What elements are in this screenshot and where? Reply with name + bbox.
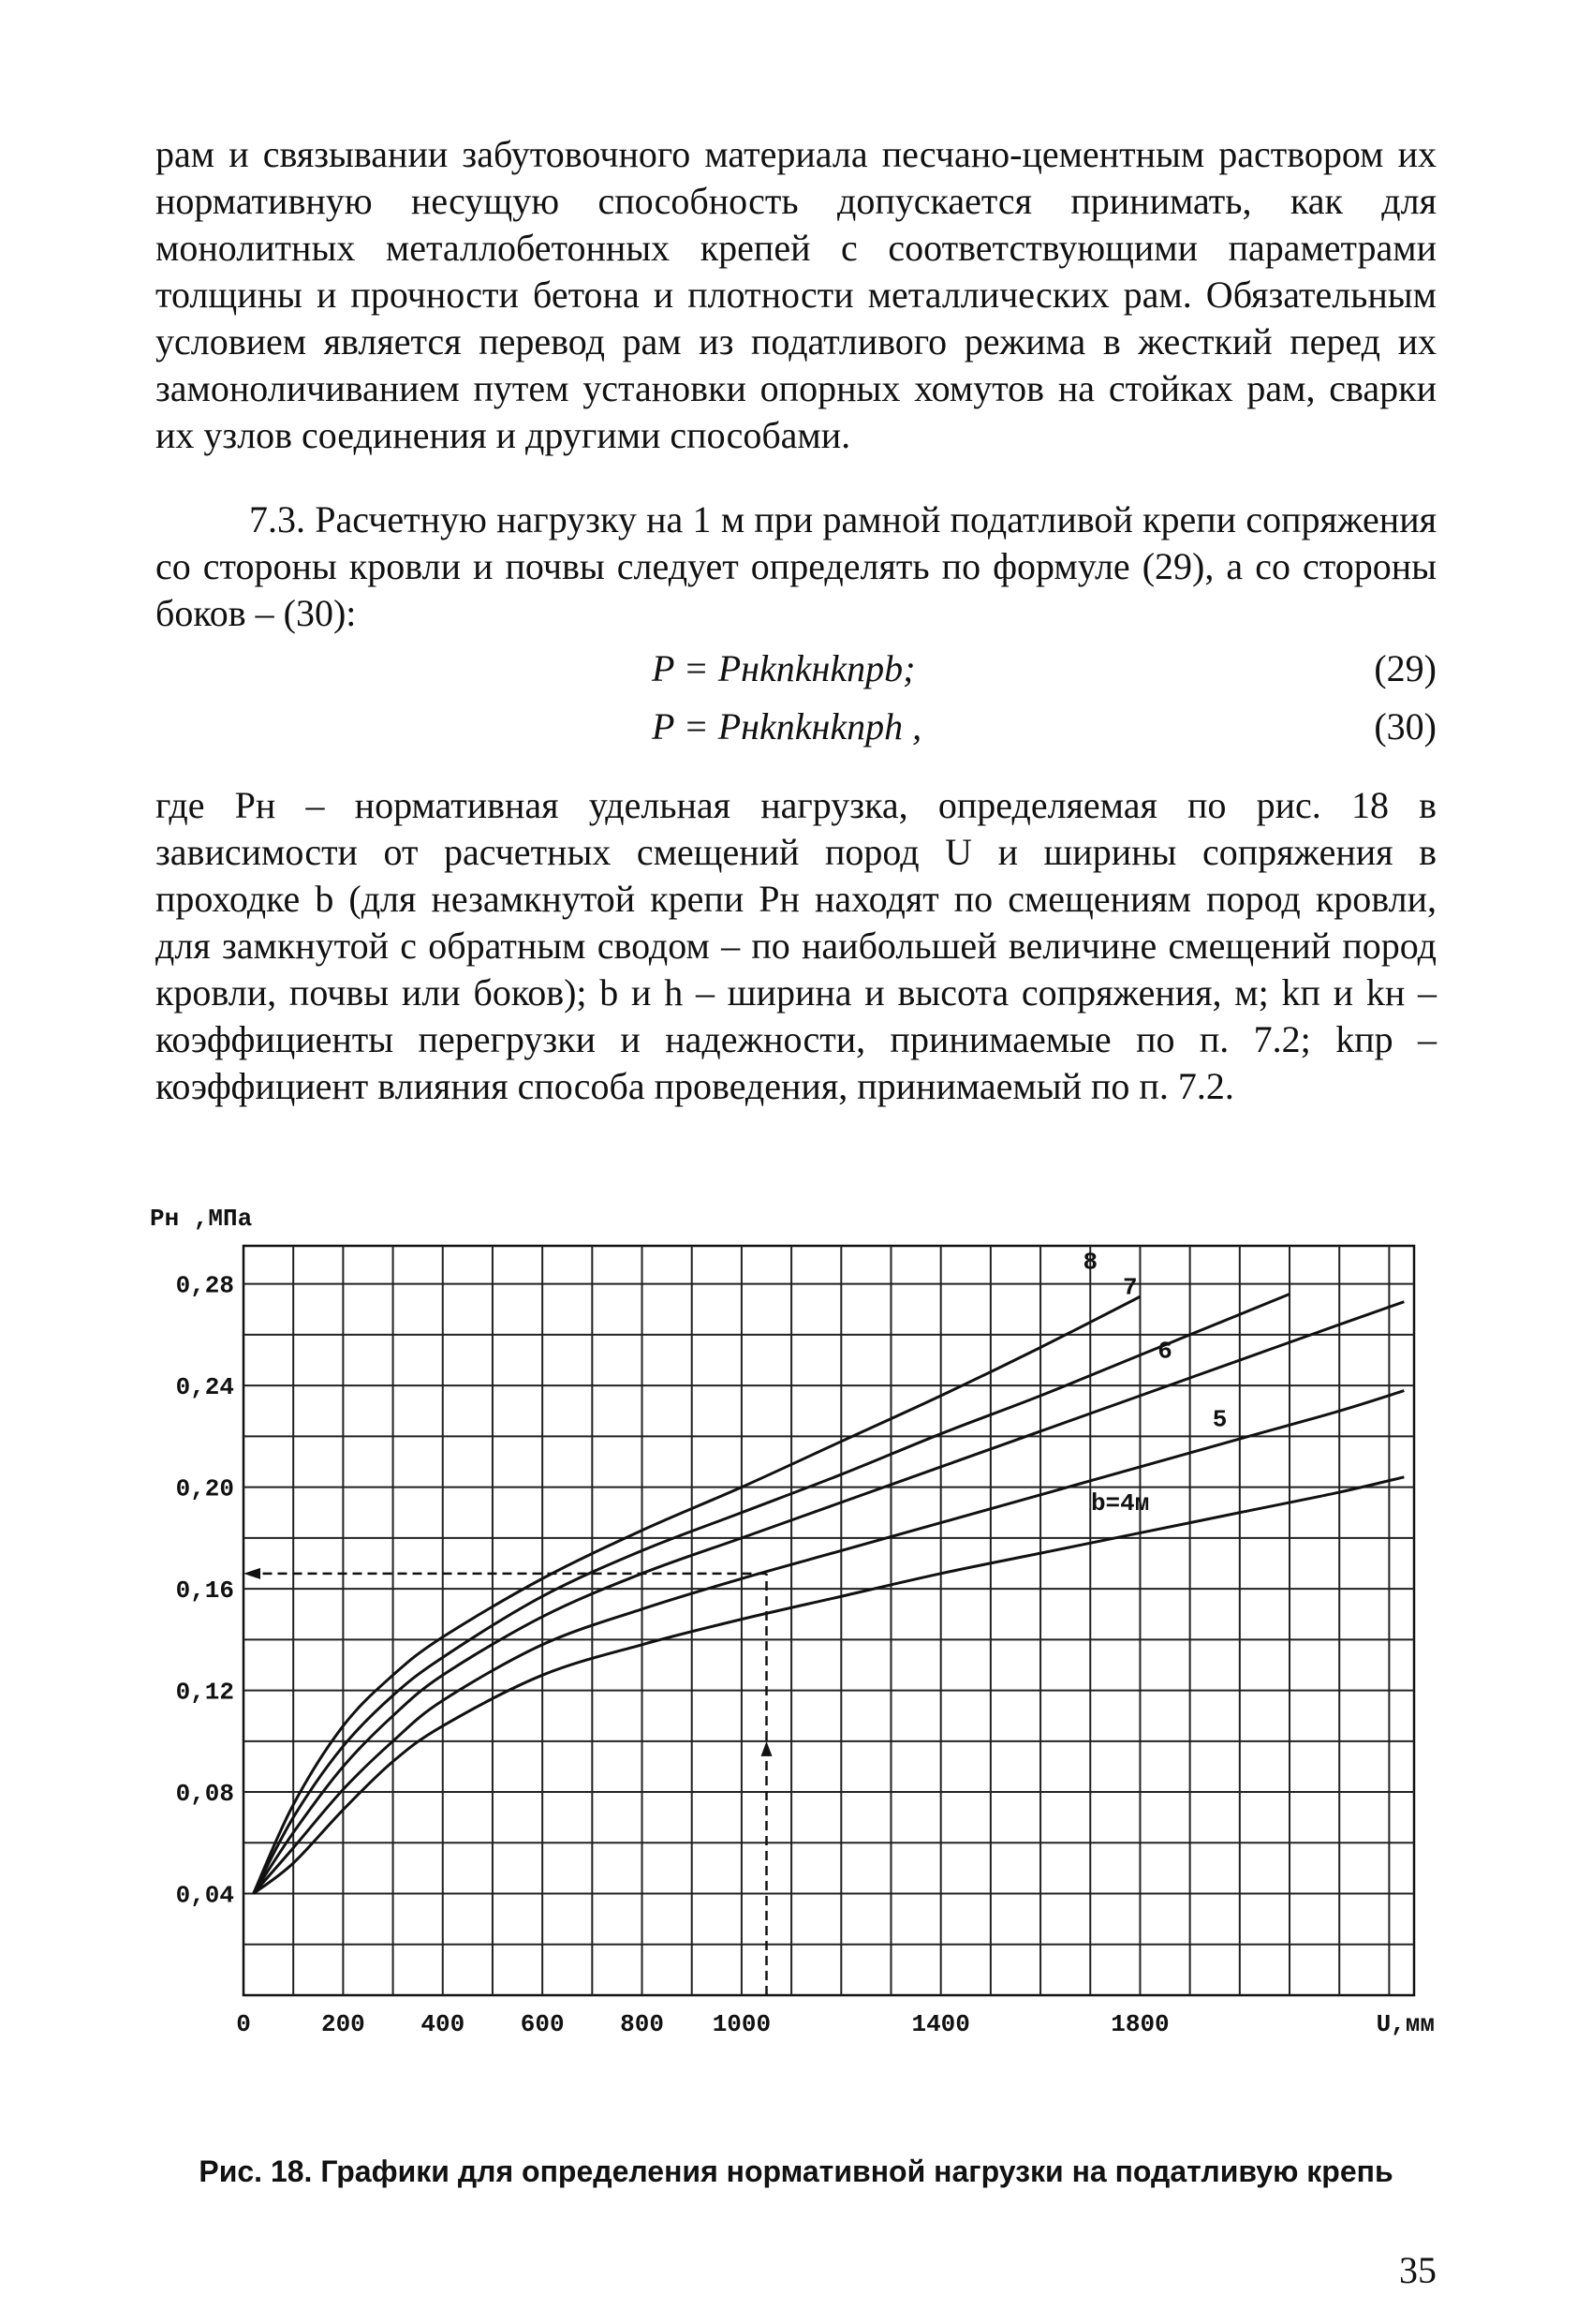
chart-ticks [176,1272,1170,2038]
series-label-7: 7 [1123,1273,1138,1302]
x-tick-label: 600 [520,2010,565,2038]
series-label-8: 8 [1083,1248,1098,1277]
series-line-7 [254,1295,1290,1894]
series-label-b=4м: b=4м [1090,1489,1150,1518]
y-tick-label: 0,24 [175,1373,234,1402]
load-chart [140,1199,1452,2136]
chart-series [254,1248,1405,1893]
x-tick-label: 400 [420,2010,465,2038]
formula-expression: P = Pнkпkнkпрh , [652,705,922,748]
series-line-6 [254,1302,1405,1894]
formula-29 [155,646,1437,693]
y-tick-label: 0,04 [175,1881,234,1910]
y-tick-label: 0,12 [175,1678,234,1707]
x-tick-label: 1000 [712,2010,772,2038]
formula-number: (29) [1374,647,1437,689]
series-label-5: 5 [1212,1405,1228,1434]
y-tick-label: 0,16 [175,1576,234,1606]
formula-30 [155,704,1437,751]
x-tick-label: 800 [620,2010,664,2038]
x-tick-label: 200 [320,2010,365,2038]
y-tick-label: 0,08 [175,1780,234,1809]
x-tick-label: 0 [236,2010,251,2038]
x-tick-label: 1800 [1111,2010,1170,2038]
y-axis-label: Pн ,МПа [150,1205,253,1233]
series-line-5 [254,1391,1405,1894]
x-tick-label: 1400 [911,2010,970,2038]
paragraph-7-3: 7.3. Расчетную нагрузку на 1 м при рамной податливой крепи сопряжения со стороны кровли и почвы следует определять по формуле (29), а со стороны боков – (30): [155,498,1437,634]
arrow-head-left [243,1568,260,1579]
y-tick-label: 0,28 [175,1271,234,1300]
formula-number: (30) [1374,705,1437,748]
arrow-head-up [761,1741,773,1756]
paragraph-continued: рам и связывании забутовочного материала песчано-цементным раствором их нормативную несущую способность допускается принимать, как для монолитных металлобетонных крепей с соответствующими параметрами толщины и прочности бетона и плотности металлических рам. Обязательным условием является перевод рам из податливого режима в жесткий перед их замоноличиванием путем установки опорных хомутов на стойках рам, сварки их узлов соединения и другими способами. [155,133,1437,456]
chart-grid [243,1246,1414,1995]
paragraph-definitions: где Pн – нормативная удельная нагрузка, определяемая по рис. 18 в зависимости от расчетных смещений пород U и ширины сопряжения в проходке b (для незамкнутой крепи Pн находят по смещениям пород кровли, для замкнутой с обратным сводом – по наибольшей величине смещений пород кровли, почвы или боков); b и h – ширина и высота сопряжения, м; kп и kн – коэффициенты перегрузки и надежности, принимаемые по п. 7.2; kпр – коэффициент влияния способа проведения, принимаемый по п. 7.2. [155,784,1437,1107]
series-label-6: 6 [1157,1337,1172,1366]
x-axis-label: U,мм [1376,2010,1435,2038]
page-number: 35 [1399,2249,1437,2291]
figure-caption: Рис. 18. Графики для определения нормативной нагрузки на податливую крепь [199,2154,1393,2188]
plot-frame [243,1246,1414,1995]
formula-expression: P = Pнkпkнkпрb; [652,647,916,689]
y-tick-label: 0,20 [175,1474,234,1503]
